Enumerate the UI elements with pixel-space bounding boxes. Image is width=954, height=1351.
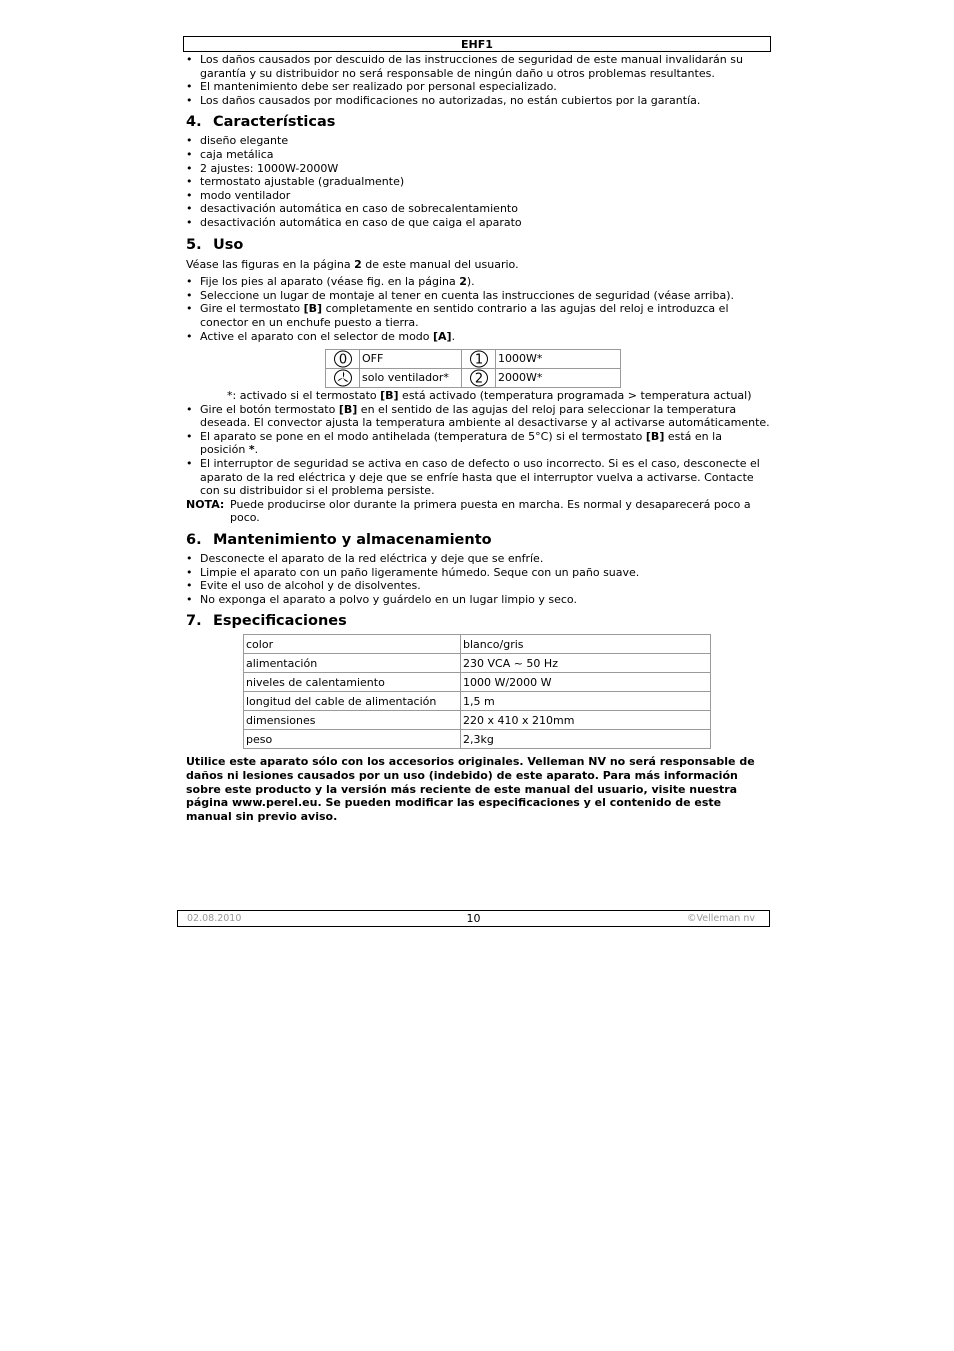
power-1-icon (462, 350, 496, 369)
section-number: 6. (186, 532, 202, 549)
list-item: • termostato ajustable (gradualmente) (186, 175, 770, 189)
list-item: • El aparato se pone en el modo antihelada (temperatura de 5°C) si el termostato [B] está en la posición *. (186, 430, 770, 457)
footer-copyright: ©Velleman nv (687, 913, 755, 924)
page-footer (177, 910, 770, 927)
list-item: • diseño elegante (186, 134, 770, 148)
list-item: • Evite el uso de alcohol y de disolventes. (186, 579, 770, 593)
spec-key: dimensiones (244, 711, 461, 730)
table-row (244, 711, 711, 730)
list-item: • No exponga el aparato a polvo y guárdelo en un lugar limpio y seco. (186, 593, 770, 607)
list-item: • Los daños causados por modificaciones no autorizadas, no están cubiertos por la garantía. (186, 94, 770, 108)
section-heading-uso (186, 236, 770, 254)
nota-block (186, 498, 770, 525)
spec-value: 2,3kg (461, 730, 711, 749)
section-title: Características (213, 114, 336, 131)
section-number: 4. (186, 114, 202, 131)
spec-key: peso (244, 730, 461, 749)
mode-label-1000w: 1000W* (496, 350, 621, 369)
nota-text: Puede producirse olor durante la primera puesta en marcha. Es normal y desaparecerá poco a poco. (230, 497, 751, 525)
list-item: • Gire el botón termostato [B] en el sentido de las agujas del reloj para seleccionar la temperatura deseada. El convector ajusta la temperatura ambiente al desactivarse y al activarse automáticamente. (186, 403, 770, 430)
uso-details-list (186, 403, 770, 498)
table-row (244, 692, 711, 711)
table-row (244, 635, 711, 654)
table-row (326, 350, 621, 369)
section-title: Especificaciones (213, 613, 347, 630)
header-model: EHF1 (183, 36, 771, 52)
list-item: • caja metálica (186, 148, 770, 162)
features-list (186, 134, 770, 229)
svg-text:1: 1 (474, 352, 483, 368)
table-row (244, 654, 711, 673)
list-item: • 2 ajustes: 1000W-2000W (186, 162, 770, 176)
spec-value: blanco/gris (461, 635, 711, 654)
power-2-icon (462, 369, 496, 388)
spec-key: color (244, 635, 461, 654)
maintenance-list (186, 552, 770, 606)
spec-value: 1000 W/2000 W (461, 673, 711, 692)
list-item: • Limpie el aparato con un paño ligeramente húmedo. Seque con un paño suave. (186, 566, 770, 580)
intro-list (186, 53, 770, 107)
list-item: • Desconecte el aparato de la red eléctrica y deje que se enfríe. (186, 552, 770, 566)
table-row (244, 730, 711, 749)
spec-key: alimentación (244, 654, 461, 673)
mode-selector-table (325, 349, 621, 388)
section-number: 5. (186, 236, 202, 253)
section-heading-especificaciones (186, 612, 770, 630)
spec-key: niveles de calentamiento (244, 673, 461, 692)
list-item: • Active el aparato con el selector de modo [A]. (186, 330, 770, 344)
list-item: • Los daños causados por descuido de las instrucciones de seguridad de este manual invalidarán su garantía y su distribuidor no será responsable de ningún daño u otros problemas resultantes. (186, 53, 770, 80)
svg-text:0: 0 (338, 352, 347, 368)
uso-steps-list (186, 275, 770, 343)
page-content (186, 53, 770, 823)
section-title: Uso (213, 236, 244, 253)
svg-text:2: 2 (474, 371, 483, 387)
nota-label: NOTA: (186, 497, 225, 511)
spec-value: 220 x 410 x 210mm (461, 711, 711, 730)
list-item: • El interruptor de seguridad se activa en caso de defecto o uso incorrecto. Si es el caso, desconecte el aparato de la red eléctrica y deje que se enfríe hasta que el interruptor vuelva a activarse. Contacte con su distribuidor si el problema persiste. (186, 457, 770, 498)
footer-date: 02.08.2010 (187, 913, 242, 924)
list-item: • El mantenimiento debe ser realizado por personal especializado. (186, 80, 770, 94)
disclaimer-text: Utilice este aparato sólo con los accesorios originales. Velleman NV no será responsable de daños ni lesiones causados por un uso (indebido) de este aparato. Para más información sobre este producto y la versión más reciente de este manual del usuario, visite nuestra página www.perel.eu. Se pueden modificar las especificaciones y el contenido de este manual sin previo aviso. (186, 755, 755, 823)
list-item: • Fije los pies al aparato (véase fig. en la página 2). (186, 275, 770, 289)
section-title: Mantenimiento y almacenamiento (213, 532, 492, 549)
thermostat-note: *: activado si el termostato [B] está activado (temperatura programada > temperatura actual) (227, 389, 752, 403)
section-heading-caracteristicas (186, 113, 770, 131)
spec-value: 230 VCA ~ 50 Hz (461, 654, 711, 673)
mode-label-fan: solo ventilador* (360, 369, 462, 388)
section-number: 7. (186, 613, 202, 630)
list-item: • modo ventilador (186, 189, 770, 203)
footer-page-number: 10 (466, 912, 481, 925)
table-row (326, 369, 621, 388)
mode-label-2000w: 2000W* (496, 369, 621, 388)
list-item: • desactivación automática en caso de que caiga el aparato (186, 216, 770, 230)
section-heading-mantenimiento (186, 531, 770, 549)
list-item: • Seleccione un lugar de montaje al tener en cuenta las instrucciones de seguridad (véase arriba). (186, 289, 770, 303)
mode-label-off: OFF (360, 350, 462, 369)
specifications-table (243, 634, 711, 749)
list-item: • desactivación automática en caso de sobrecalentamiento (186, 202, 770, 216)
fan-icon (326, 369, 360, 388)
uso-intro: Véase las figuras en la página 2 de este manual del usuario. (186, 257, 519, 271)
spec-value: 1,5 m (461, 692, 711, 711)
spec-key: longitud del cable de alimentación (244, 692, 461, 711)
off-icon (326, 350, 360, 369)
table-row (244, 673, 711, 692)
list-item: • Gire el termostato [B] completamente en sentido contrario a las agujas del reloj e introduzca el conector en un enchufe puesto a tierra. (186, 302, 770, 329)
